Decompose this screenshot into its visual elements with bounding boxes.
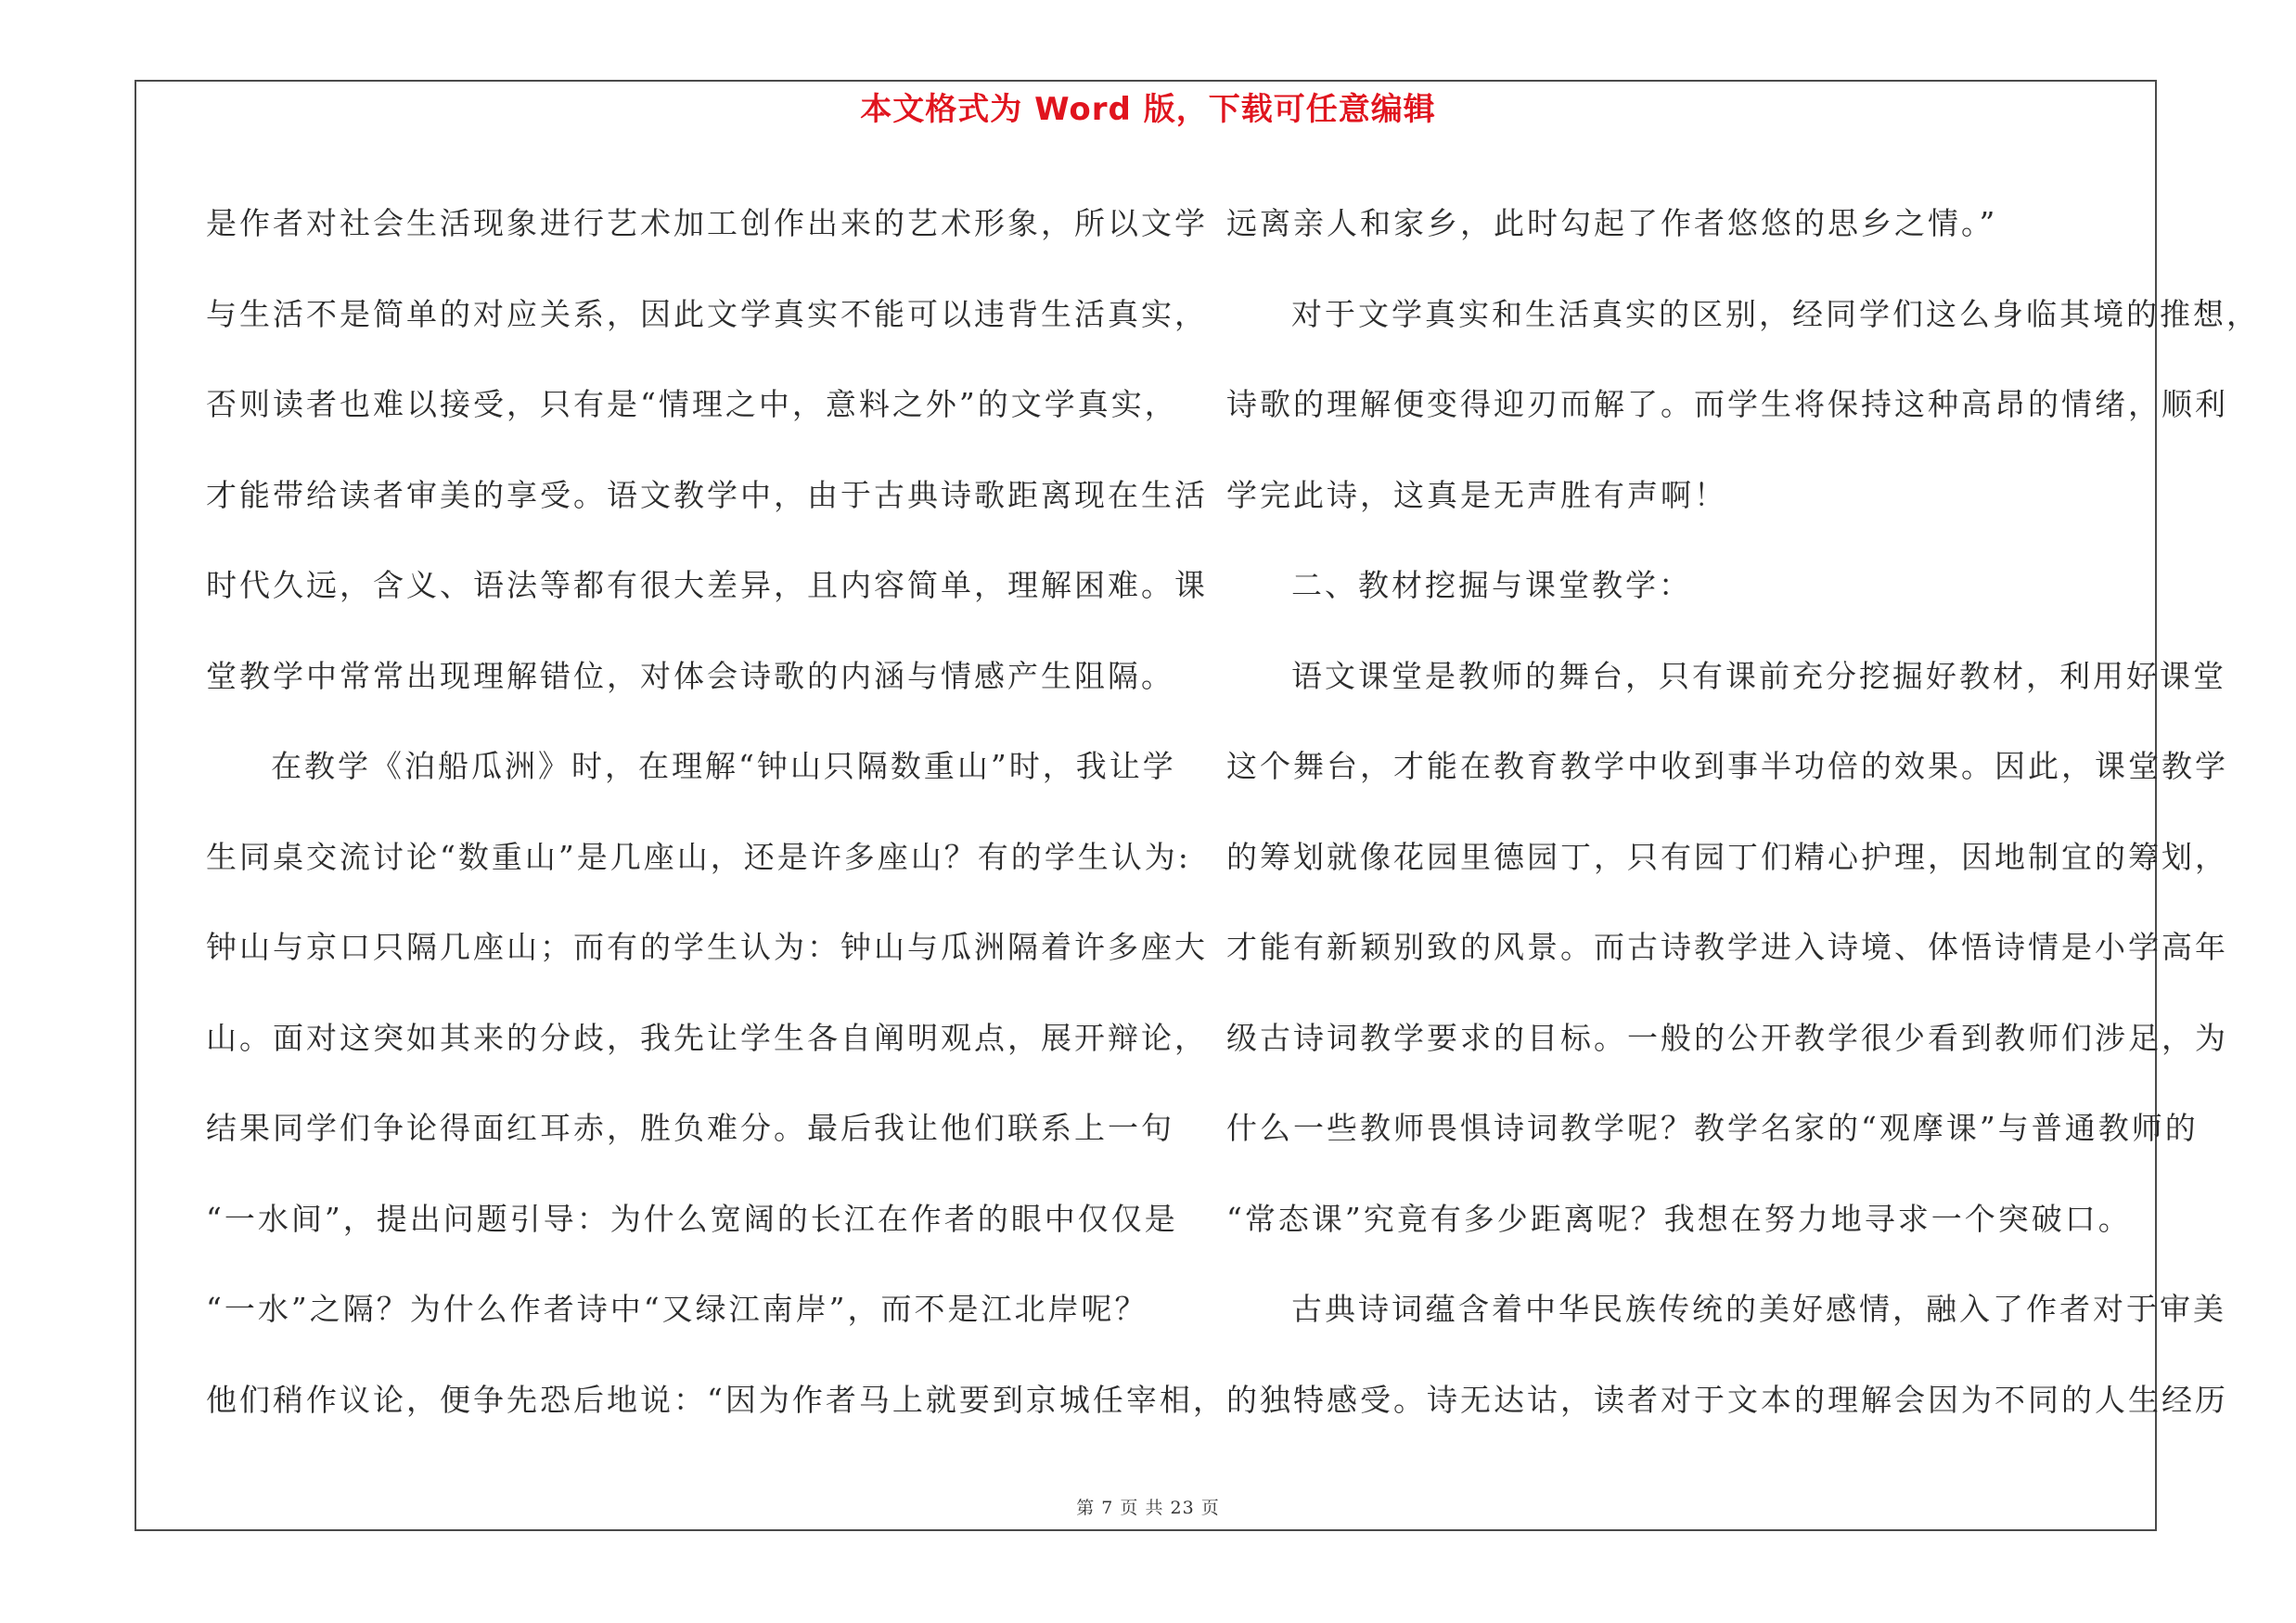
paragraph-start-line: 古典诗词蕴含着中华民族传统的美好感情，融入了作者对于审美: [1291, 1291, 2226, 1327]
text-line: 生同桌交流讨论“数重山”是几座山，还是许多座山？有的学生认为:: [206, 838, 1191, 875]
right-text-column: [1226, 178, 2260, 1445]
text-line: 钟山与京口只隔几座山；而有的学生认为：钟山与瓜洲隔着许多座大: [206, 929, 1208, 965]
text-line: 时代久远，含义、语法等都有很大差异，且内容简单，理解困难。课: [206, 567, 1208, 603]
text-line: 与生活不是简单的对应关系，因此文学真实不能可以违背生活真实，: [206, 295, 1208, 332]
text-line: 这个舞台，才能在教育教学中收到事半功倍的效果。因此，课堂教学: [1226, 748, 2228, 784]
text-line: 诗歌的理解便变得迎刃而解了。而学生将保持这种高昂的情绪，顺利: [1226, 386, 2228, 422]
text-line: 才能有新颖别致的风景。而古诗教学进入诗境、体悟诗情是小学高年: [1226, 929, 2228, 965]
text-line: “一水间”，提出问题引导：为什么宽阔的长江在作者的眼中仅仅是: [206, 1200, 1178, 1237]
text-line: 才能带给读者审美的享受。语文教学中，由于古典诗歌距离现在生活: [206, 476, 1208, 513]
left-text-column: [206, 178, 1226, 1445]
text-line: 结果同学们争论得面红耳赤，胜负难分。最后我让他们联系上一句: [206, 1110, 1174, 1146]
section-heading: 二、教材挖掘与课堂教学：: [1291, 567, 1692, 603]
text-line: 否则读者也难以接受，只有是“情理之中，意料之外”的文学真实，: [206, 386, 1178, 422]
text-line: “一水”之隔？为什么作者诗中“又绿江南岸”，而不是江北岸呢？: [206, 1291, 1148, 1327]
text-line: 他们稍作议论，便争先恐后地说：“因为作者马上就要到京城任宰相，: [206, 1381, 1226, 1418]
text-line: 什么一些教师畏惧诗词教学呢？教学名家的“观摩课”与普通教师的: [1226, 1110, 2199, 1146]
paragraph-start-line: 对于文学真实和生活真实的区别，经同学们这么身临其境的推想，: [1291, 295, 2260, 332]
paragraph-start-line: 语文课堂是教师的舞台，只有课前充分挖掘好教材，利用好课堂: [1291, 657, 2226, 694]
text-line: 的筹划就像花园里德园丁，只有园丁们精心护理，因地制宜的筹划，: [1226, 838, 2228, 875]
text-line: 是作者对社会生活现象进行艺术加工创作出来的艺术形象，所以文学: [206, 205, 1208, 241]
text-line: 学完此诗，这真是无声胜有声啊！: [1226, 476, 1727, 513]
text-line: 堂教学中常常出现理解错位，对体会诗歌的内涵与情感产生阻隔。: [206, 657, 1174, 694]
text-line: 的独特感受。诗无达诂，读者对于文本的理解会因为不同的人生经历: [1226, 1381, 2228, 1418]
format-banner: 本文格式为 Word 版，下载可任意编辑: [860, 91, 1436, 128]
text-line: “常态课”究竟有多少距离呢？我想在努力地寻求一个突破口。: [1226, 1200, 2132, 1237]
text-line: 远离亲人和家乡，此时勾起了作者悠悠的思乡之情。”: [1226, 205, 1998, 241]
paragraph-start-line: 在教学《泊船瓜洲》时，在理解“钟山只隔数重山”时，我让学: [271, 748, 1176, 784]
text-line: 级古诗词教学要求的目标。一般的公开教学很少看到教师们涉足，为: [1226, 1019, 2228, 1056]
page-number: 第 7 页 共 23 页: [1076, 1498, 1220, 1518]
text-line: 山。面对这突如其来的分歧，我先让学生各自阐明观点，展开辩论，: [206, 1019, 1208, 1056]
